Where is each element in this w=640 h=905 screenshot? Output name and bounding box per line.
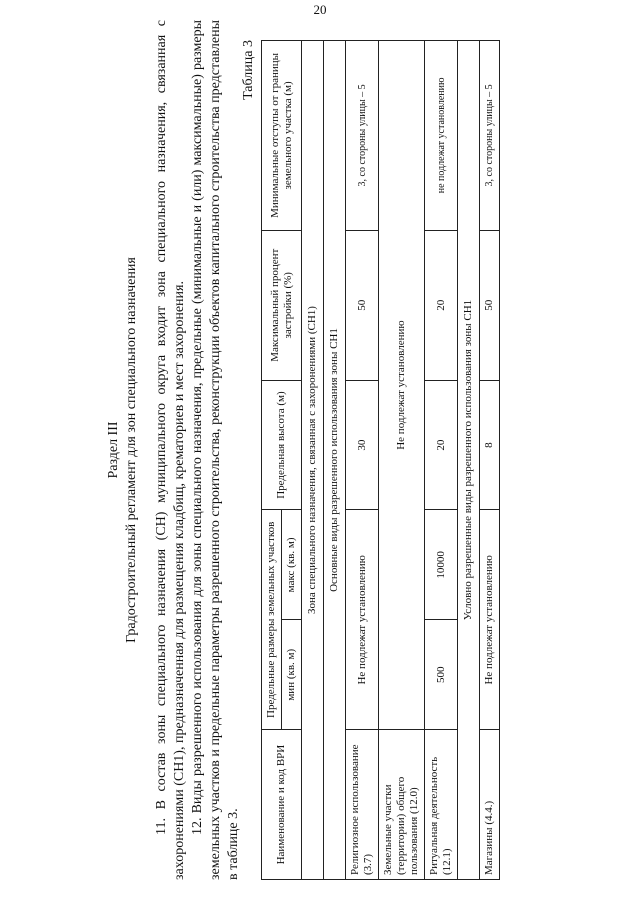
table-row [379, 41, 425, 880]
section-title: Раздел III [106, 421, 121, 479]
row-offset: 3, со стороны улицы – 5 [480, 41, 500, 231]
row-max: 10000 [425, 510, 458, 620]
row-merged: Не подлежат установлению [379, 41, 425, 730]
main-uses-row [324, 41, 346, 880]
conditional-uses-title: Условно разрешенные виды разрешенного использования зоны СН1 [458, 41, 480, 880]
table-row [425, 41, 458, 880]
section-subtitle: Градостроительный регламент для зон специального назначения [124, 257, 139, 643]
page-number: 20 [313, 2, 327, 17]
section-heading [105, 20, 141, 880]
row-height: 20 [425, 380, 458, 510]
header-name: Наименование и код ВРИ [262, 730, 302, 880]
row-plot: Не подлежат установлению [480, 510, 500, 730]
row-offset: не подлежат установлению [425, 41, 458, 231]
body-text [153, 20, 243, 880]
row-name: Религиозное использование (3.7) [346, 730, 379, 880]
main-uses-title: Основные виды разрешенного использования зоны СН1 [324, 41, 346, 880]
header-height: Предельная высота (м) [262, 380, 302, 510]
table-label: Таблица 3 [241, 40, 256, 100]
row-percent: 50 [480, 230, 500, 380]
header-min-offsets: Минимальные отступы от границы земельного участка (м) [262, 41, 302, 231]
table-row [346, 41, 379, 880]
header-max: макс (кв. м) [282, 510, 302, 620]
row-min: 500 [425, 620, 458, 730]
table-header-row [262, 41, 282, 880]
row-percent: 50 [346, 230, 379, 380]
row-name: Ритуальная деятельность (12.1) [425, 730, 458, 880]
paragraph-11: 11. В состав зоны специального назначения (СН) муниципального округа входит зона специального назначения, связанная с захоронениями (СН1), предназначенная для размещения кладбищ, крематориев и мест захоронения. [154, 20, 187, 880]
header-min: мин (кв. м) [282, 620, 302, 730]
row-name: Магазины (4.4.) [480, 730, 500, 880]
row-offset: 3, со стороны улицы – 5 [346, 41, 379, 231]
row-percent: 20 [425, 230, 458, 380]
header-max-percent: Максимальный процент застройки (%) [262, 230, 302, 380]
regulation-table [261, 40, 500, 880]
zone-row [302, 41, 324, 880]
rotated-page-content [25, 20, 615, 880]
row-height: 30 [346, 380, 379, 510]
table-row [480, 41, 500, 880]
row-height: 8 [480, 380, 500, 510]
conditional-uses-row [458, 41, 480, 880]
row-name: Земельные участки (территории) общего пользования (12.0) [379, 730, 425, 880]
paragraph-12: 12. Виды разрешенного использования для зоны специального назначения, предельные (минимальные и (или) максимальные) размеры земельных участков и предельные параметры разрешенного строительства, реконструкции объектов капитального строительства представлены в таблице 3. [190, 20, 241, 880]
zone-title: Зона специального назначения, связанная с захоронениями (СН1) [302, 41, 324, 880]
row-plot: Не подлежат установлению [346, 510, 379, 730]
header-plot-sizes: Предельные размеры земельных участков [262, 510, 282, 730]
